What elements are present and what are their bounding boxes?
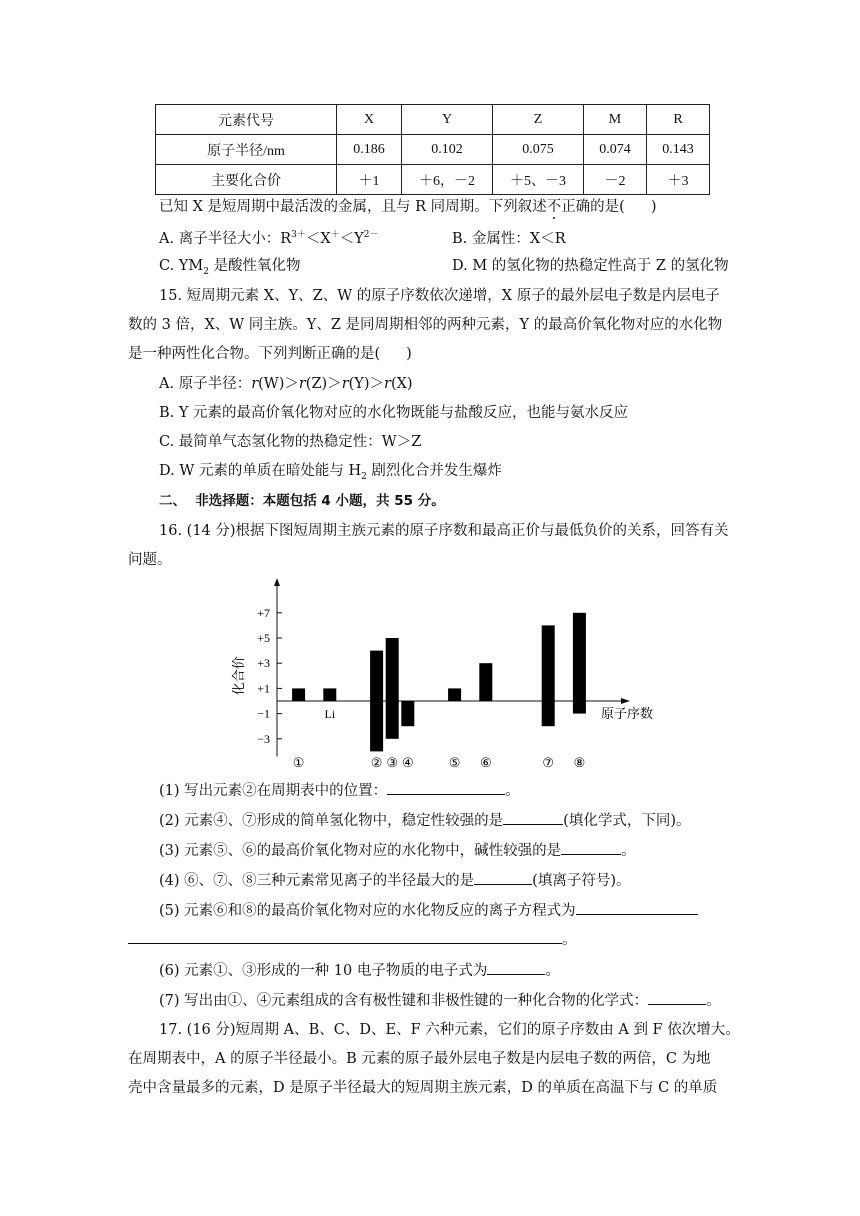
section-heading <box>159 491 445 511</box>
radius-symbol: r <box>251 376 259 392</box>
option-text: ＜Y <box>339 231 364 247</box>
superscript: 2－ <box>363 230 379 241</box>
q16-stem-line: 问题。 <box>128 552 172 568</box>
table-cell: 0.074 <box>584 135 647 165</box>
emphasis-not: 不 <box>546 199 562 215</box>
radius-symbol: r <box>341 376 349 392</box>
bar <box>292 688 305 701</box>
q15-option-c: C. 最简单气态氢化物的热稳定性：W＞Z <box>159 434 422 450</box>
q17-stem-line: 在周期表中，A 的原子半径最小。B 元素的原子最外层电子数是内层电子数的两倍，C 为地 <box>128 1051 711 1067</box>
q16-stem-line: 16. (14 分)根据下图短周期主族元素的原子序数和最高正价与最低负价的关系，回答有关 <box>159 523 729 539</box>
q15-option-b: B. Y 元素的最高价氧化物对应的水化物既能与盐酸反应，也能与氨水反应 <box>159 405 629 421</box>
option-text: ＜X <box>305 231 331 247</box>
q15-option-a <box>159 374 413 394</box>
q16-part-5-cont <box>128 929 577 950</box>
stem-text: 是一种两性化合物。下列判断正确的是( <box>128 346 381 362</box>
q14-stem-text: 正确的是( <box>561 199 625 215</box>
q15-option-d <box>159 461 502 481</box>
table-row <box>156 135 710 165</box>
q16-part-6 <box>159 960 560 981</box>
y-tick-label: +7 <box>257 605 270 620</box>
bar-label: ⑧ <box>573 755 586 770</box>
q16-part-3 <box>159 840 636 861</box>
question-text: (填化学式，下同)。 <box>563 813 691 829</box>
table-cell: 0.143 <box>647 135 710 165</box>
bar-label: ② <box>370 755 383 770</box>
table-header-cell: 元素代号 <box>156 105 337 135</box>
table-cell: ＋5、－3 <box>493 165 584 195</box>
question-text: 。 <box>545 963 560 979</box>
y-tick-label: +5 <box>257 631 270 645</box>
question-text: 。 <box>621 843 636 859</box>
bar-label: ④ <box>401 755 414 770</box>
option-text: A. 离子半径大小：R <box>159 231 292 247</box>
bar-label: ③ <box>386 755 399 770</box>
bar-label: ⑦ <box>542 755 555 770</box>
table-cell: －2 <box>584 165 647 195</box>
q14-option-b: B. 金属性：X＜R <box>452 231 566 247</box>
radius-symbol: r <box>298 376 306 392</box>
bar <box>386 638 399 739</box>
option-text: C. YM <box>159 258 204 274</box>
table-row <box>156 165 710 195</box>
table-cell: ＋1 <box>337 165 402 195</box>
radius-symbol: r <box>384 376 391 392</box>
superscript: ＋ <box>330 230 340 241</box>
section-number: 二、 <box>159 493 186 509</box>
bar-label: ① <box>292 755 305 770</box>
y-tick-label: −3 <box>257 731 270 746</box>
q15-stem-line: 数的 3 倍，X、W 同主族。Y、Z 是同周期相邻的两种元素，Y 的最高价氧化物对应的水化物 <box>128 317 723 333</box>
q16-part-1 <box>159 780 520 801</box>
answer-blank[interactable] <box>387 780 505 795</box>
table-header-cell: Z <box>493 105 584 135</box>
bar <box>573 613 586 714</box>
q14-stem-text: 已知 X 是短周期中最活泼的金属，且与 R 同周期。下列叙述 <box>159 199 547 215</box>
table-cell: 0.186 <box>337 135 402 165</box>
table-cell: 主要化合价 <box>156 165 337 195</box>
bar <box>542 625 555 726</box>
bar <box>370 651 383 752</box>
y-tick-label: −1 <box>257 706 270 721</box>
q14-option-a <box>159 229 379 249</box>
option-text: (Z)＞ <box>305 376 342 392</box>
table-cell: ＋3 <box>647 165 710 195</box>
x-axis-arrow <box>621 698 630 704</box>
q17-stem-line: 17. (16 分)短周期 A、B、C、D、E、F 六种元素，它们的原子序数由 A 到 F 依次增大。 <box>159 1022 740 1038</box>
q16-part-5 <box>159 900 698 921</box>
q15-stem-line: 15. 短周期元素 X、Y、Z、W 的原子序数依次递增，X 原子的最外层电子数是内层电子 <box>159 288 720 304</box>
question-text: (7) 写出由①、④元素组成的含有极性键和非极性键的一种化合物的化学式： <box>159 993 649 1009</box>
answer-blank[interactable] <box>503 810 563 825</box>
question-text: (6) 元素①、③形成的一种 10 电子物质的电子式为 <box>159 963 488 979</box>
superscript: 3＋ <box>291 230 306 241</box>
option-text: 剧烈化合并发生爆炸 <box>366 463 502 479</box>
answer-blank[interactable] <box>648 990 706 1005</box>
answer-blank[interactable] <box>561 840 621 855</box>
table-header-cell: Y <box>402 105 493 135</box>
subscript: 2 <box>361 471 367 482</box>
subscript: 2 <box>203 266 209 277</box>
y-tick-label: +1 <box>257 681 270 696</box>
bar-label: Li <box>324 707 336 721</box>
table-header-cell: M <box>584 105 647 135</box>
stem-text: ) <box>406 346 412 362</box>
y-axis-label: 化合价 <box>231 656 246 696</box>
question-text: (1) 写出元素②在周期表中的位置： <box>159 783 388 799</box>
q15-stem-line <box>128 344 412 364</box>
q16-part-4 <box>159 870 630 891</box>
element-table <box>155 104 710 195</box>
y-tick-label: +3 <box>257 656 270 671</box>
bar <box>401 701 414 726</box>
bar <box>479 663 492 701</box>
question-text: (填离子符号)。 <box>532 873 631 889</box>
q16-part-2 <box>159 810 690 831</box>
bar-label: ⑥ <box>479 755 492 770</box>
option-text: A. 原子半径： <box>159 376 252 392</box>
table-cell: 原子半径/nm <box>156 135 337 165</box>
table-header-row <box>156 105 710 135</box>
question-text: 。 <box>562 932 577 948</box>
answer-blank[interactable] <box>128 929 562 944</box>
question-text: 。 <box>706 993 721 1009</box>
q16-part-7 <box>159 990 721 1011</box>
option-text: 是酸性氧化物 <box>208 258 301 274</box>
x-axis-label: 原子序数 <box>601 706 654 721</box>
table-cell: 0.102 <box>402 135 493 165</box>
question-text: (4) ⑥、⑦、⑧三种元素常见离子的半径最大的是 <box>159 873 475 889</box>
answer-blank[interactable] <box>474 870 532 885</box>
table-header-cell: X <box>337 105 402 135</box>
question-text: (3) 元素⑤、⑥的最高价氧化物对应的水化物中，碱性较强的是 <box>159 843 562 859</box>
option-text: (W)＞ <box>258 376 299 392</box>
question-text: 。 <box>505 783 520 799</box>
bar-label: ⑤ <box>448 755 461 770</box>
option-text: (X) <box>390 376 413 392</box>
table-cell: 0.075 <box>493 135 584 165</box>
q14-option-d: D. M 的氢化物的热稳定性高于 Z 的氢化物 <box>452 258 729 274</box>
valence-chart <box>225 574 665 774</box>
q14-option-c <box>159 256 301 276</box>
question-text: (2) 元素④、⑦形成的简单氢化物中，稳定性较强的是 <box>159 813 504 829</box>
q17-stem-line: 壳中含量最多的元素，D 是原子半径最大的短周期主族元素，D 的单质在高温下与 C 的单质 <box>128 1080 718 1096</box>
table-header-cell: R <box>647 105 710 135</box>
table-cell: ＋6，－2 <box>402 165 493 195</box>
q14-stem <box>159 197 657 217</box>
answer-blank[interactable] <box>576 900 698 915</box>
bar <box>323 688 336 701</box>
question-text: (5) 元素⑥和⑧的最高价氧化物对应的水化物反应的离子方程式为 <box>159 903 576 919</box>
section-title: 非选择题：本题包括 4 小题，共 55 分。 <box>195 493 445 509</box>
q14-stem-text: ) <box>650 199 657 215</box>
option-text: D. W 元素的单质在暗处能与 H <box>159 463 362 479</box>
answer-blank[interactable] <box>487 960 545 975</box>
y-axis-arrow <box>274 578 280 586</box>
option-text: (Y)＞ <box>348 376 385 392</box>
bar <box>448 688 461 701</box>
